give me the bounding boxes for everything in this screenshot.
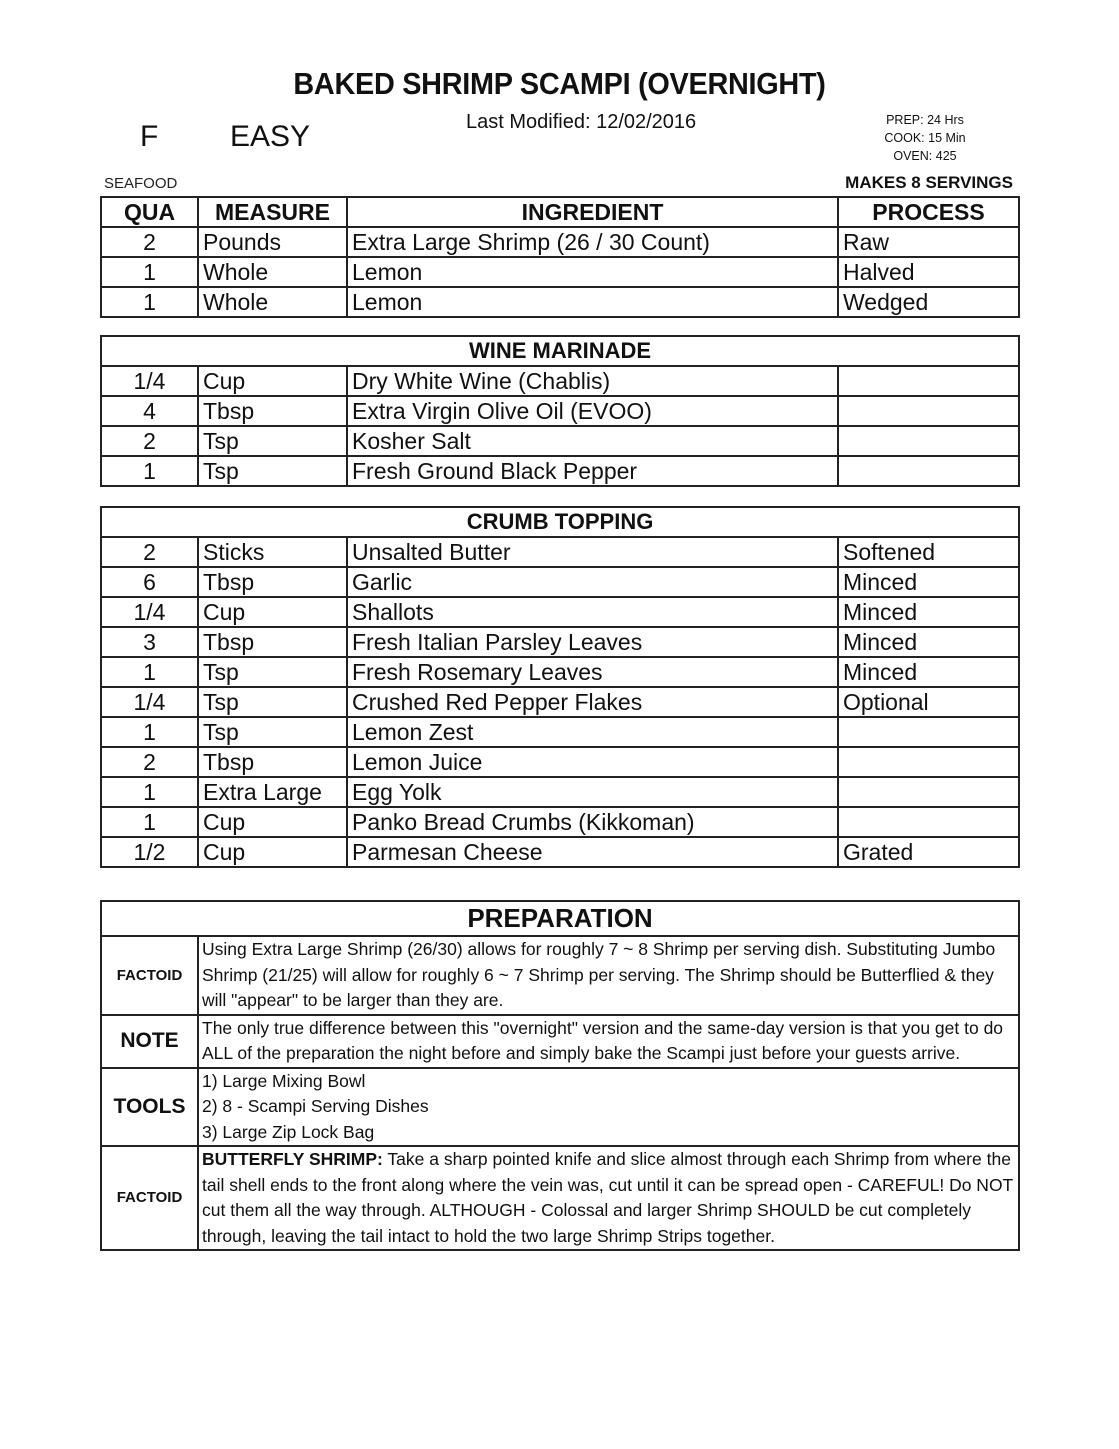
ingredient-process: Halved xyxy=(838,257,1019,287)
servings-count: MAKES 8 SERVINGS xyxy=(845,173,1013,192)
ingredient-name: Lemon Juice xyxy=(347,747,838,777)
prep-row-factoid-butterfly xyxy=(101,1146,1019,1250)
ingredient-row xyxy=(101,627,1019,657)
ingredient-measure: Whole xyxy=(198,257,347,287)
ingredient-row xyxy=(101,537,1019,567)
ingredient-measure: Tsp xyxy=(198,426,347,456)
ingredient-name: Panko Bread Crumbs (Kikkoman) xyxy=(347,807,838,837)
section-title-wine-marinade: WINE MARINADE xyxy=(101,336,1019,366)
ingredient-measure: Extra Large xyxy=(198,777,347,807)
ingredient-name: Fresh Rosemary Leaves xyxy=(347,657,838,687)
ingredient-process xyxy=(838,366,1019,396)
ingredient-row xyxy=(101,366,1019,396)
ingredient-measure: Cup xyxy=(198,366,347,396)
butterfly-text: Take a sharp pointed knife and slice almost through each Shrimp from where the tail shell ends to the front along where the vein was, cut until it can be spread open - CAREFUL! Do NOT cut them all the way through. ALTHOUGH - Colossal and larger Shrimp SHOULD be cut completely through, leaving the tail intact to hold the two large Shrimp Strips together. xyxy=(202,1149,1013,1246)
ingredient-name: Unsalted Butter xyxy=(347,537,838,567)
cook-time: COOK: 15 Min xyxy=(884,131,966,145)
ingredient-qty: 2 xyxy=(101,537,198,567)
ingredient-process xyxy=(838,777,1019,807)
main-ingredients-table xyxy=(100,196,1020,318)
prep-time: PREP: 24 Hrs xyxy=(886,113,964,127)
ingredient-process xyxy=(838,426,1019,456)
ingredient-row xyxy=(101,657,1019,687)
ingredient-measure: Tsp xyxy=(198,717,347,747)
ingredient-qty: 1 xyxy=(101,257,198,287)
ingredient-qty: 1/4 xyxy=(101,366,198,396)
ingredient-name: Fresh Ground Black Pepper xyxy=(347,456,838,486)
table-header-row xyxy=(101,197,1019,227)
recipe-category: SEAFOOD xyxy=(104,175,178,192)
ingredient-process: Raw xyxy=(838,227,1019,257)
column-header-process: PROCESS xyxy=(838,197,1019,227)
ingredient-qty: 1 xyxy=(101,777,198,807)
prep-label-tools: TOOLS xyxy=(101,1068,198,1147)
ingredient-row xyxy=(101,257,1019,287)
ingredient-row xyxy=(101,567,1019,597)
ingredient-measure: Tbsp xyxy=(198,747,347,777)
ingredient-qty: 6 xyxy=(101,567,198,597)
ingredient-measure: Tsp xyxy=(198,456,347,486)
preparation-table xyxy=(100,900,1020,1251)
oven-temp: OVEN: 425 xyxy=(893,149,957,163)
ingredient-process xyxy=(838,747,1019,777)
prep-row-factoid xyxy=(101,936,1019,1015)
ingredient-measure: Tsp xyxy=(198,687,347,717)
ingredient-name: Fresh Italian Parsley Leaves xyxy=(347,627,838,657)
last-modified: Last Modified: 12/02/2016 xyxy=(466,111,697,133)
tool-item: 2) 8 - Scampi Serving Dishes xyxy=(202,1096,429,1116)
ingredient-qty: 1/4 xyxy=(101,687,198,717)
ingredient-measure: Sticks xyxy=(198,537,347,567)
ingredient-row xyxy=(101,837,1019,867)
ingredient-process: Minced xyxy=(838,657,1019,687)
ingredient-qty: 1 xyxy=(101,287,198,317)
ingredient-measure: Tsp xyxy=(198,657,347,687)
ingredient-process xyxy=(838,717,1019,747)
ingredient-qty: 3 xyxy=(101,627,198,657)
tool-item: 1) Large Mixing Bowl xyxy=(202,1070,366,1091)
ingredient-row xyxy=(101,777,1019,807)
ingredient-process: Optional xyxy=(838,687,1019,717)
ingredient-qty: 2 xyxy=(101,426,198,456)
ingredient-row xyxy=(101,426,1019,456)
ingredient-name: Crushed Red Pepper Flakes xyxy=(347,687,838,717)
ingredient-row xyxy=(101,717,1019,747)
time-info xyxy=(860,111,990,165)
ingredient-process xyxy=(838,396,1019,426)
ingredient-qty: 1 xyxy=(101,717,198,747)
ingredient-measure: Cup xyxy=(198,837,347,867)
column-header-measure: MEASURE xyxy=(198,197,347,227)
prep-label-note: NOTE xyxy=(101,1015,198,1068)
ingredient-process xyxy=(838,456,1019,486)
column-header-ingredient: INGREDIENT xyxy=(347,197,838,227)
ingredient-name: Dry White Wine (Chablis) xyxy=(347,366,838,396)
prep-label-factoid: FACTOID xyxy=(101,936,198,1015)
ingredient-measure: Tbsp xyxy=(198,396,347,426)
butterfly-lead: BUTTERFLY SHRIMP: xyxy=(202,1149,383,1169)
ingredient-name: Extra Large Shrimp (26 / 30 Count) xyxy=(347,227,838,257)
prep-row-tools xyxy=(101,1068,1019,1147)
ingredient-process: Grated xyxy=(838,837,1019,867)
ingredient-measure: Tbsp xyxy=(198,627,347,657)
tool-item: 3) Large Zip Lock Bag xyxy=(202,1121,375,1142)
section-title-preparation: PREPARATION xyxy=(101,901,1019,936)
ingredient-measure: Tbsp xyxy=(198,567,347,597)
ingredient-measure: Pounds xyxy=(198,227,347,257)
ingredient-row xyxy=(101,227,1019,257)
ingredient-row xyxy=(101,597,1019,627)
ingredient-name: Egg Yolk xyxy=(347,777,838,807)
ingredient-qty: 2 xyxy=(101,747,198,777)
ingredient-qty: 1 xyxy=(101,657,198,687)
ingredient-row xyxy=(101,687,1019,717)
prep-label-factoid: FACTOID xyxy=(101,1146,198,1250)
tools-list xyxy=(198,1068,1019,1147)
ingredient-row xyxy=(101,747,1019,777)
ingredient-name: Parmesan Cheese xyxy=(347,837,838,867)
prep-text-factoid: Using Extra Large Shrimp (26/30) allows for roughly 7 ~ 8 Shrimp per serving dish. Substituting Jumbo Shrimp (21/25) will allow for roughly 6 ~ 7 Shrimp per serving. The Shrimp should be Butterflied & they will "appear" to be larger than they are. xyxy=(198,936,1019,1015)
category-letter: F xyxy=(140,120,159,153)
wine-marinade-table xyxy=(100,335,1020,487)
recipe-title: BAKED SHRIMP SCAMPI (OVERNIGHT) xyxy=(293,66,826,101)
prep-text-butterfly xyxy=(198,1146,1019,1250)
difficulty-label: EASY xyxy=(230,120,311,153)
ingredient-name: Lemon xyxy=(347,257,838,287)
ingredient-name: Extra Virgin Olive Oil (EVOO) xyxy=(347,396,838,426)
ingredient-measure: Cup xyxy=(198,597,347,627)
ingredient-qty: 4 xyxy=(101,396,198,426)
ingredient-process: Softened xyxy=(838,537,1019,567)
ingredient-row xyxy=(101,456,1019,486)
ingredient-name: Lemon Zest xyxy=(347,717,838,747)
ingredient-process: Minced xyxy=(838,597,1019,627)
ingredient-row xyxy=(101,807,1019,837)
section-title-crumb-topping: CRUMB TOPPING xyxy=(101,507,1019,537)
ingredient-row xyxy=(101,396,1019,426)
ingredient-row xyxy=(101,287,1019,317)
ingredient-measure: Cup xyxy=(198,807,347,837)
prep-row-note xyxy=(101,1015,1019,1068)
crumb-topping-table xyxy=(100,506,1020,868)
ingredient-name: Shallots xyxy=(347,597,838,627)
ingredient-qty: 1/2 xyxy=(101,837,198,867)
ingredient-qty: 2 xyxy=(101,227,198,257)
ingredient-process: Wedged xyxy=(838,287,1019,317)
ingredient-process: Minced xyxy=(838,567,1019,597)
column-header-qty: QUA xyxy=(101,197,198,227)
ingredient-name: Kosher Salt xyxy=(347,426,838,456)
ingredient-name: Lemon xyxy=(347,287,838,317)
ingredient-process: Minced xyxy=(838,627,1019,657)
ingredient-process xyxy=(838,807,1019,837)
prep-text-note: The only true difference between this "overnight" version and the same-day version is that you get to do ALL of the preparation the night before and simply bake the Scampi just before your guests arrive. xyxy=(198,1015,1019,1068)
ingredient-name: Garlic xyxy=(347,567,838,597)
ingredient-qty: 1 xyxy=(101,456,198,486)
ingredient-measure: Whole xyxy=(198,287,347,317)
ingredient-qty: 1/4 xyxy=(101,597,198,627)
ingredient-qty: 1 xyxy=(101,807,198,837)
